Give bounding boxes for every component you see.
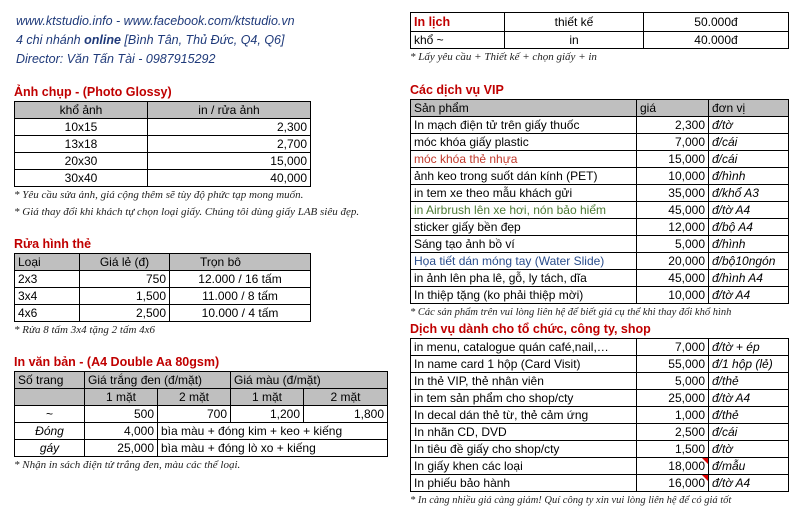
table-row: 13x18 2,700 — [15, 136, 311, 153]
docs-note: * Nhận in sách điện tử trắng đen, màu các thể loại. — [14, 459, 241, 471]
table-row: Đóng 4,000 bìa màu + đóng kim + keo + kiếng — [15, 423, 388, 440]
product-unit: đ/cái — [709, 151, 789, 168]
table-row: 3x4 1,500 11.000 / 8 tấm — [15, 288, 311, 305]
photo-header-row — [15, 102, 311, 119]
calendar-title: In lịch — [411, 13, 505, 32]
table-row: 10x15 2,300 — [15, 119, 311, 136]
table-row — [411, 287, 789, 304]
id-photo-col-pack: Trọn bô — [170, 254, 311, 271]
table-row — [411, 373, 789, 390]
product-price: 25,000 — [637, 390, 709, 407]
table-row: 4x6 2,500 10.000 / 4 tấm — [15, 305, 311, 322]
product-price: 10,000 — [637, 168, 709, 185]
product-unit: đ/tờ A4 — [709, 475, 789, 492]
product-unit: đ/tờ — [709, 117, 789, 134]
photo-note-1: * Yêu cầu sửa ảnh, giá cộng thêm sẽ tùy độ phức tạp mong muốn. — [14, 189, 304, 201]
product-price: 12,000 — [637, 219, 709, 236]
product-unit: đ/hình — [709, 236, 789, 253]
table-row — [411, 475, 789, 492]
product-name: in Airbrush lên xe hơi, nón bảo hiểm — [411, 202, 637, 219]
product-unit: đ/thẻ — [709, 407, 789, 424]
header-info — [16, 12, 295, 69]
table-row: 20x30 15,000 — [15, 153, 311, 170]
vip-title: Các dịch vụ VIP — [410, 83, 504, 97]
docs-col-color: Giá màu (đ/mặt) — [231, 372, 388, 389]
table-row — [411, 202, 789, 219]
product-name: In thiệp tặng (ko phải thiệp mời) — [411, 287, 637, 304]
table-row — [411, 236, 789, 253]
product-unit: đ/1 hộp (lẻ) — [709, 356, 789, 373]
photo-table — [14, 101, 311, 187]
photo-title: Ảnh chụp - (Photo Glossy) — [14, 85, 172, 99]
product-price: 1,500 — [637, 441, 709, 458]
table-row — [411, 185, 789, 202]
table-row — [411, 458, 789, 475]
id-photo-col-type: Loại — [15, 254, 80, 271]
table-row: 30x40 40,000 — [15, 170, 311, 187]
header-director: Director: Văn Tấn Tài - 0987915292 — [16, 52, 216, 66]
product-price: 16,000 — [637, 475, 709, 492]
table-row — [411, 253, 789, 270]
product-name: in ảnh lên pha lê, gỗ, ly tách, dĩa — [411, 270, 637, 287]
product-name: In tiêu đề giấy cho shop/cty — [411, 441, 637, 458]
product-price: 35,000 — [637, 185, 709, 202]
table-row: gáy 25,000 bìa màu + đóng lò xo + kiếng — [15, 440, 388, 457]
product-name: móc khóa giấy plastic — [411, 134, 637, 151]
product-unit: đ/khổ A3 — [709, 185, 789, 202]
org-note: * In càng nhiều giá càng giảm! Quí công ty xin vui lòng liên hệ để có giá tốt — [410, 495, 732, 506]
product-unit: đ/mẫu — [709, 458, 789, 475]
product-price: 45,000 — [637, 202, 709, 219]
product-name: Họa tiết dán móng tay (Water Slide) — [411, 253, 637, 270]
id-photo-table — [14, 253, 311, 322]
vip-table — [410, 99, 789, 304]
id-photo-title: Rửa hình thẻ — [14, 237, 92, 251]
product-name: móc khóa thẻ nhựa — [411, 151, 637, 168]
product-name: In mạch điện tử trên giấy thuốc — [411, 117, 637, 134]
product-price: 7,000 — [637, 339, 709, 356]
calendar-note: * Lấy yêu cầu + Thiết kế + chọn giấy + in — [410, 51, 597, 63]
product-name: in tem sản phẩm cho shop/cty — [411, 390, 637, 407]
table-row — [411, 168, 789, 185]
product-name: In phiếu bảo hành — [411, 475, 637, 492]
product-price: 2,500 — [637, 424, 709, 441]
product-name: In nhãn CD, DVD — [411, 424, 637, 441]
table-row — [411, 117, 789, 134]
product-name: In giấy khen các loại — [411, 458, 637, 475]
vip-col-product: Sản phẩm — [411, 100, 637, 117]
id-photo-section — [14, 235, 311, 339]
vip-col-unit: đơn vị — [709, 100, 789, 117]
product-name: In name card 1 hộp (Card Visit) — [411, 356, 637, 373]
header-branches: 4 chi nhánh online [Bình Tân, Thủ Đức, Q4, Q6] — [16, 33, 285, 47]
docs-header-row — [15, 372, 388, 389]
table-row: In lịch thiết kế 50.000đ — [411, 13, 789, 32]
product-unit: đ/bộ10ngón — [709, 253, 789, 270]
product-unit: đ/tờ — [709, 441, 789, 458]
product-price: 45,000 — [637, 270, 709, 287]
docs-section — [14, 353, 388, 474]
table-row — [411, 151, 789, 168]
table-row — [411, 356, 789, 373]
product-price: 18,000 — [637, 458, 709, 475]
vip-section — [410, 81, 789, 321]
org-table — [410, 338, 789, 492]
product-price: 15,000 — [637, 151, 709, 168]
product-unit: đ/cái — [709, 424, 789, 441]
product-price: 10,000 — [637, 287, 709, 304]
table-row: 2x3 750 12.000 / 16 tấm — [15, 271, 311, 288]
table-row — [411, 270, 789, 287]
table-row — [411, 390, 789, 407]
calendar-table — [410, 12, 789, 49]
photo-col-size: khổ ảnh — [15, 102, 148, 119]
photo-section — [14, 83, 359, 221]
product-price: 55,000 — [637, 356, 709, 373]
table-row: khổ ~ in 40.000đ — [411, 32, 789, 49]
product-unit: đ/hình — [709, 168, 789, 185]
table-row — [411, 441, 789, 458]
product-price: 7,000 — [637, 134, 709, 151]
docs-subheader-row: 1 mặt 2 mặt 1 mặt 2 mặt — [15, 389, 388, 406]
product-name: in tem xe theo mẫu khách gửi — [411, 185, 637, 202]
product-price: 5,000 — [637, 373, 709, 390]
vip-header-row — [411, 100, 789, 117]
product-unit: đ/tờ A4 — [709, 202, 789, 219]
org-title: Dịch vụ dành cho tổ chức, công ty, shop — [410, 322, 651, 336]
product-name: Sáng tạo ảnh bồ ví — [411, 236, 637, 253]
product-price: 1,000 — [637, 407, 709, 424]
table-row — [411, 407, 789, 424]
product-name: sticker giấy bền đẹp — [411, 219, 637, 236]
product-price: 2,300 — [637, 117, 709, 134]
photo-note-2: * Giá thay đổi khi khách tự chọn loại giấy. Chúng tôi dùng giấy LAB siêu đẹp. — [14, 206, 360, 218]
id-photo-note: * Rửa 8 tấm 3x4 tặng 2 tấm 4x6 — [14, 324, 156, 336]
product-unit: đ/tờ A4 — [709, 287, 789, 304]
id-photo-header-row — [15, 254, 311, 271]
product-unit: đ/bộ A4 — [709, 219, 789, 236]
product-name: in menu, catalogue quán café,nail,… — [411, 339, 637, 356]
docs-col-pages: Số trang — [15, 372, 85, 389]
docs-title: In văn bản - (A4 Double Aa 80gsm) — [14, 355, 220, 369]
product-unit: đ/tờ A4 — [709, 390, 789, 407]
header-websites[interactable]: www.ktstudio.info - www.facebook.com/ktstudio.vn — [16, 14, 295, 28]
docs-col-bw: Giá trắng đen (đ/mặt) — [85, 372, 231, 389]
table-row — [411, 219, 789, 236]
product-name: In decal dán thẻ từ, thẻ cảm ứng — [411, 407, 637, 424]
table-row — [411, 339, 789, 356]
vip-note: * Các sản phẩm trên vui lòng liên hệ để biết giá cụ thể khi thay đổi khổ hình — [410, 307, 732, 318]
org-section — [410, 320, 789, 509]
product-price: 20,000 — [637, 253, 709, 270]
product-unit: đ/cái — [709, 134, 789, 151]
vip-col-price: giá — [637, 100, 709, 117]
product-unit: đ/hình A4 — [709, 270, 789, 287]
product-name: In thẻ VIP, thẻ nhân viên — [411, 373, 637, 390]
calendar-section — [410, 12, 789, 66]
table-row — [411, 134, 789, 151]
product-price: 5,000 — [637, 236, 709, 253]
photo-col-price: in / rửa ảnh — [148, 102, 311, 119]
product-unit: đ/thẻ — [709, 373, 789, 390]
product-name: ảnh keo trong suốt dán kính (PET) — [411, 168, 637, 185]
docs-table — [14, 371, 388, 457]
id-photo-col-price: Giá lẻ (đ) — [80, 254, 170, 271]
table-row — [411, 424, 789, 441]
product-unit: đ/tờ + ép — [709, 339, 789, 356]
table-row: ~ 500 700 1,200 1,800 — [15, 406, 388, 423]
